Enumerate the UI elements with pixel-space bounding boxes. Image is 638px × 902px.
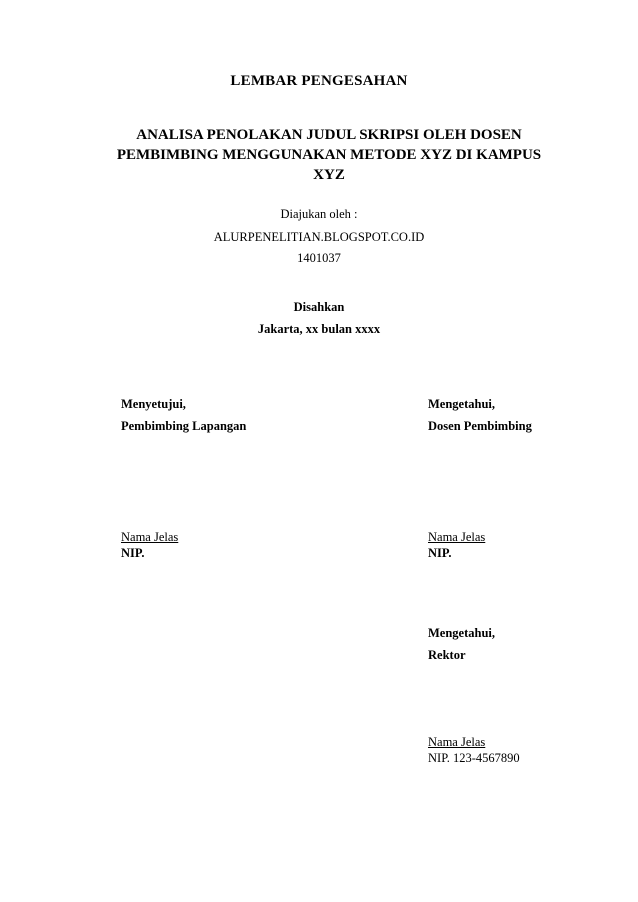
thesis-title-line-1: ANALISA PENOLAKAN JUDUL SKRIPSI OLEH DOSEN xyxy=(136,127,522,143)
right-signer-title: Dosen Pembimbing xyxy=(428,419,532,433)
thesis-title xyxy=(100,125,558,185)
rector-name: Nama Jelas xyxy=(428,735,486,749)
author-name: ALURPENELITIAN.BLOGSPOT.CO.ID xyxy=(213,230,425,244)
rector-nip: NIP. 123-4567890 xyxy=(428,751,520,765)
left-signer-nip: NIP. xyxy=(121,546,145,560)
approval-label: Disahkan xyxy=(293,300,345,314)
document-title: LEMBAR PENGESAHAN xyxy=(230,73,408,89)
submitted-by-label: Diajukan oleh : xyxy=(280,207,358,221)
rector-role-label: Mengetahui, xyxy=(428,626,496,640)
thesis-title-line-3: XYZ xyxy=(313,167,345,183)
left-signer-title: Pembimbing Lapangan xyxy=(121,419,247,433)
left-role-label: Menyetujui, xyxy=(121,397,186,411)
student-id: 1401037 xyxy=(297,251,341,265)
approval-place-date: Jakarta, xx bulan xxxx xyxy=(257,322,381,336)
right-signer-nip: NIP. xyxy=(428,546,452,560)
left-signer-name: Nama Jelas xyxy=(121,530,179,544)
right-role-label: Mengetahui, xyxy=(428,397,496,411)
thesis-title-line-2: PEMBIMBING MENGGUNAKAN METODE XYZ DI KAMPUS xyxy=(116,147,542,163)
right-signer-name: Nama Jelas xyxy=(428,530,486,544)
rector-title: Rektor xyxy=(428,648,466,662)
